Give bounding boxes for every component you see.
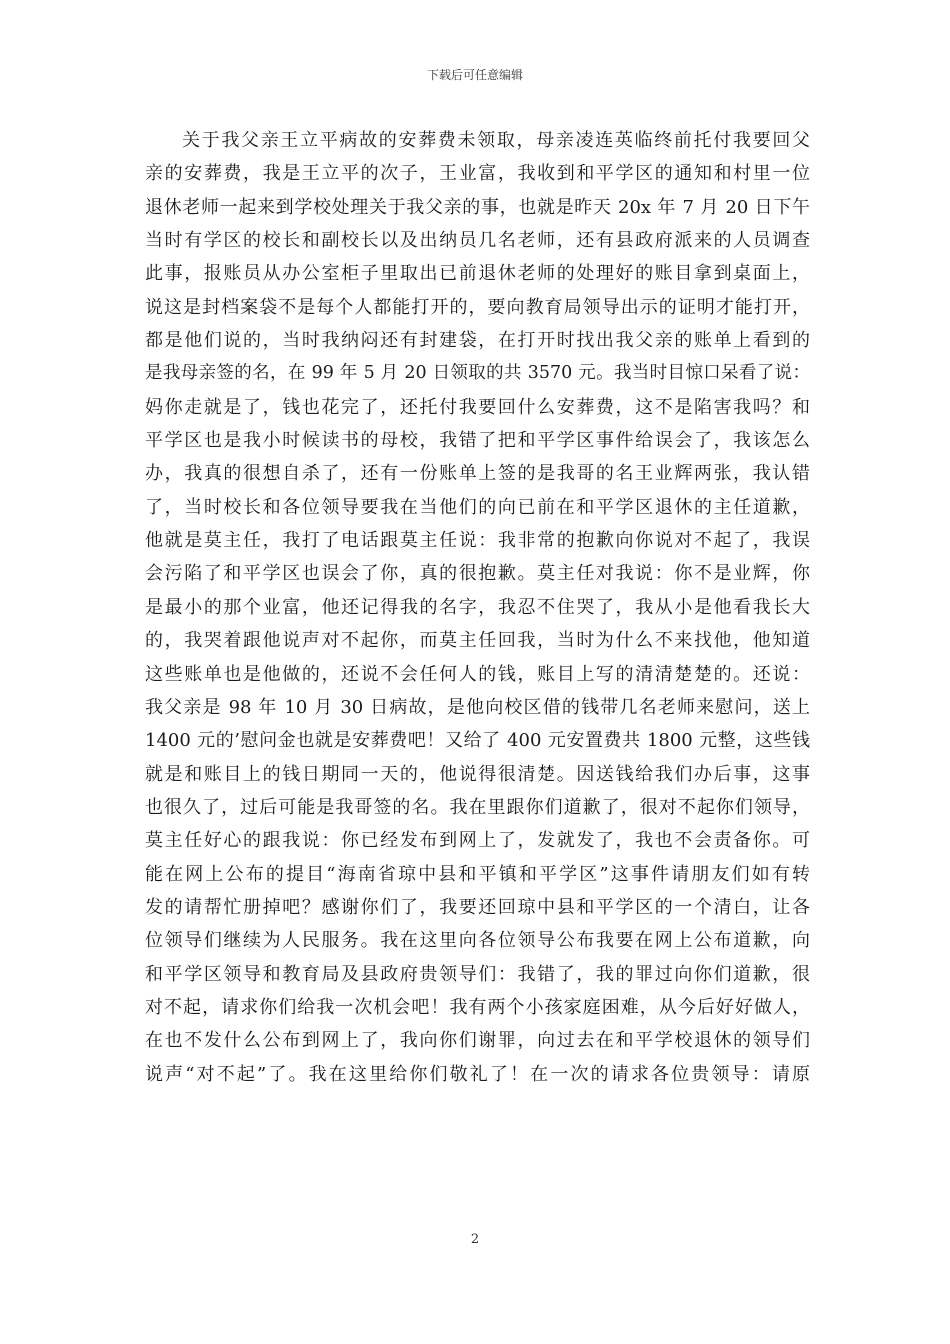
- paragraph-line: 在也不发什么公布到网上了，我向你们谢罪，向过去在和平学校退休的领导们: [145, 1030, 810, 1052]
- paragraph-line: 平学区也是我小时候读书的母校，我错了把和平学区事件给误会了，我该怎么: [145, 430, 810, 452]
- paragraph-line: 我父亲是 98 年 10 月 30 日病故，是他向校区借的钱带几名老师来慰问，送上: [145, 696, 810, 718]
- paragraph-line: 说这是封档案袋不是每个人都能打开的，要向教育局领导出示的证明才能打开，: [145, 296, 810, 318]
- paragraph-line: 就是和账目上的钱日期同一天的，他说得很清楚。因送钱给我们办后事，这事: [145, 763, 810, 785]
- paragraph-line: 他就是莫主任，我打了电话跟莫主任说：我非常的抱歉向你说对不起了，我误: [145, 530, 810, 552]
- paragraph-line: 1400 元的’慰问金也就是安葬费吧！又给了 400 元安置费共 1800 元整，这些钱: [145, 730, 810, 752]
- paragraph-line: 能在网上公布的提目“海南省琼中县和平镇和平学区”这事件请朋友们如有转: [145, 863, 810, 885]
- paragraph-line: 了，当时校长和各位领导要我在当他们的向已前在和平学区退休的主任道歉，: [145, 496, 810, 518]
- paragraph-line: 亲的安葬费，我是王立平的次子，王业富，我收到和平学区的通知和村里一位: [145, 163, 810, 185]
- paragraph-line: 的，我哭着跟他说声对不起你，而莫主任回我，当时为什么不来找他，他知道: [145, 630, 810, 652]
- page-header: 下载后可任意编辑: [426, 68, 523, 82]
- paragraph-line: 退休老师一起来到学校处理关于我父亲的事，也就是昨天 20x 年 7 月 20 日下午: [145, 196, 810, 218]
- page-number: 2: [470, 1232, 480, 1247]
- paragraph-line: 和平学区领导和教育局及县政府贵领导们：我错了，我的罪过向你们道歉，很: [145, 963, 810, 985]
- paragraph-line: 说声“对不起”了。我在这里给你们敬礼了！在一次的请求各位贵领导：请原: [145, 1063, 810, 1085]
- paragraph-line: 会污陷了和平学区也误会了你，真的很抱歉。莫主任对我说：你不是业辉，你: [145, 563, 810, 585]
- paragraph-line: 位领导们继续为人民服务。我在这里向各位领导公布我要在网上公布道歉，向: [145, 930, 810, 952]
- paragraph-line: 都是他们说的，当时我纳闷还有封建袋，在打开时找出我父亲的账单上看到的: [145, 330, 810, 352]
- paragraph-line: 当时有学区的校长和副校长以及出纳员几名老师，还有县政府派来的人员调查: [145, 230, 810, 252]
- paragraph-line: 妈你走就是了，钱也花完了，还托付我要回什么安葬费，这不是陷害我吗？和: [145, 396, 810, 418]
- document-body: [145, 124, 810, 1091]
- paragraph-line: 是最小的那个业富，他还记得我的名字，我忍不住哭了，我从小是他看我长大: [145, 596, 810, 618]
- paragraph-line: 这些账单也是他做的，还说不会任何人的钱，账目上写的清清楚楚的。还说：: [145, 663, 810, 685]
- paragraph-line: 莫主任好心的跟我说：你已经发布到网上了，发就发了，我也不会责备你。可: [145, 830, 810, 852]
- paragraph-line: 对不起，请求你们给我一次机会吧！我有两个小孩家庭困难，从今后好好做人，: [145, 996, 810, 1018]
- paragraph-line: 此事，报账员从办公室柜子里取出已前退休老师的处理好的账目拿到桌面上，: [145, 263, 810, 285]
- paragraph-line: 关于我父亲王立平病故的安葬费未领取，母亲凌连英临终前托付我要回父: [182, 130, 810, 151]
- paragraph-line: 也很久了，过后可能是我哥签的名。我在里跟你们道歉了，很对不起你们领导，: [145, 796, 810, 818]
- paragraph-line: 是我母亲签的名，在 99 年 5 月 20 日领取的共 3570 元。我当时目惊口呆看了说：: [145, 363, 810, 384]
- paragraph-line: 办，我真的很想自杀了，还有一份账单上签的是我哥的名王业辉两张，我认错: [145, 463, 810, 485]
- paragraph-line: 发的请帮忙册掉吧？感谢你们了，我要还回琼中县和平学区的一个清白，让各: [145, 896, 810, 918]
